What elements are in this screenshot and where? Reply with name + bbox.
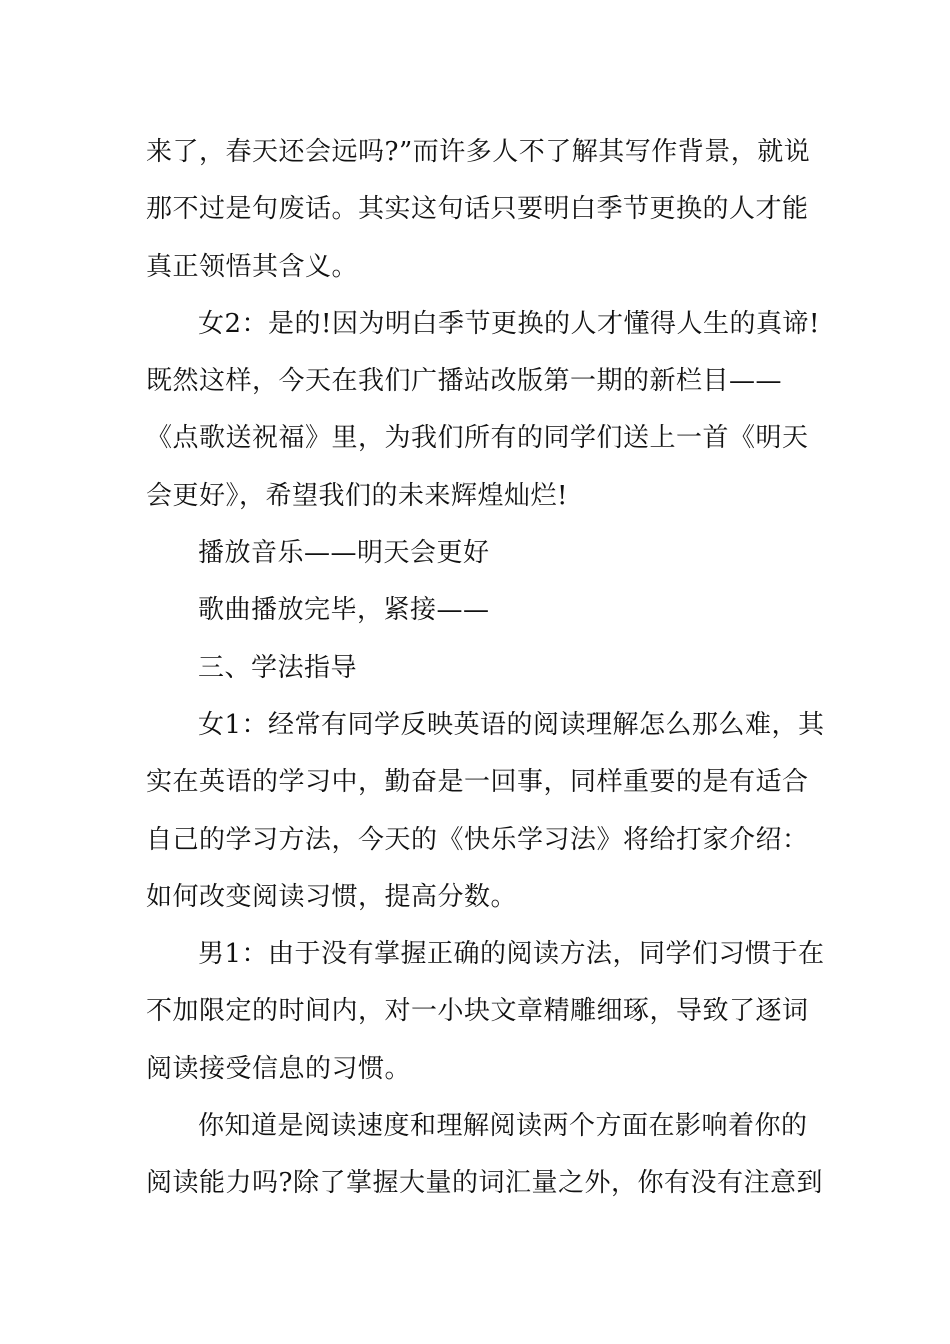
paragraph-3 bbox=[146, 525, 811, 582]
text-line: 《点歌送祝福》里，为我们所有的同学们送上一首《明天 bbox=[146, 423, 809, 454]
text-line: 真正领悟其含义。 bbox=[146, 251, 359, 282]
text-line: 你知道是阅读速度和理解阅读两个方面在影响着你的 bbox=[198, 1111, 808, 1142]
text-line: 会更好》，希望我们的未来辉煌灿烂! bbox=[146, 480, 568, 511]
document-body bbox=[146, 124, 825, 1213]
text-line: 三、学法指导 bbox=[198, 652, 358, 683]
text-line: 那不过是句废话。其实这句话只要明白季节更换的人才能 bbox=[146, 194, 809, 225]
paragraph-4 bbox=[146, 582, 811, 639]
text-line: 阅读能力吗?除了掌握大量的词汇量之外，你有没有注意到 bbox=[146, 1168, 823, 1199]
text-line: 播放音乐——明天会更好 bbox=[198, 538, 490, 569]
text-line: 自己的学习方法，今天的《快乐学习法》将给打家介绍： bbox=[146, 824, 809, 855]
text-line: 女2：是的!因为明白季节更换的人才懂得人生的真谛! bbox=[198, 308, 820, 339]
section-heading bbox=[146, 640, 811, 697]
paragraph-7 bbox=[146, 926, 825, 1098]
text-line: 来了，春天还会远吗?”而许多人不了解其写作背景，就说 bbox=[146, 137, 811, 167]
text-line: 如何改变阅读习惯，提高分数。 bbox=[146, 881, 518, 912]
text-line: 歌曲播放完毕，紧接—— bbox=[198, 595, 490, 626]
paragraph-1 bbox=[146, 124, 811, 296]
text-line: 女1：经常有同学反映英语的阅读理解怎么那么难，其 bbox=[198, 709, 825, 740]
paragraph-6 bbox=[146, 697, 825, 926]
text-line: 阅读接受信息的习惯。 bbox=[146, 1053, 412, 1084]
text-line: 男1：由于没有掌握正确的阅读方法，同学们习惯于在 bbox=[198, 939, 825, 970]
paragraph-2 bbox=[146, 296, 820, 525]
text-line: 既然这样，今天在我们广播站改版第一期的新栏目—— bbox=[146, 366, 783, 397]
text-line: 实在英语的学习中，勤奋是一回事，同样重要的是有适合 bbox=[146, 767, 809, 798]
text-line: 不加限定的时间内，对一小块文章精雕细琢，导致了逐词 bbox=[146, 996, 809, 1027]
paragraph-8 bbox=[146, 1098, 823, 1213]
